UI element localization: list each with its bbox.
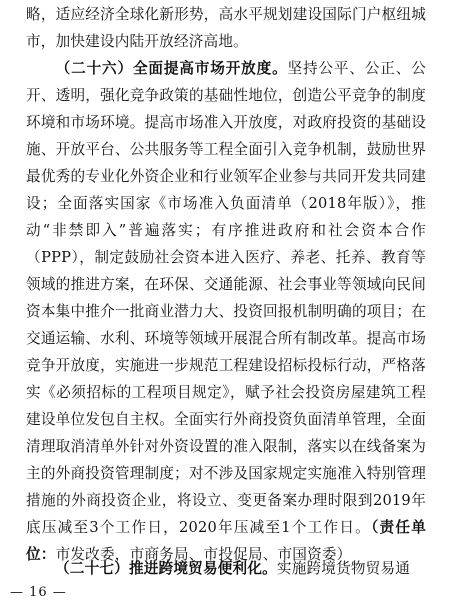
section-27-paragraph (26, 555, 426, 582)
responsibility-units: 市发改委，市商务局、市投促局、市国资委） (55, 546, 352, 563)
section-27-body: 实施跨境货物贸易通 (276, 560, 411, 577)
section-26-body: 坚持公平、公正、公开、透明，强化竞争政策的基础性地位，创造公平竞争的制度环境和市场环境。提高市场准入开放度，对政府投资的基础设施、开放平台、公共服务等工程全面引入竞争机制，鼓励世界最优秀的专业化外资企业和行业领军企业参与共同开发共同建设；全面落实国家《市场准入负面清单（2018年版）》，推动“非禁即入”普遍落实；有序推进政府和社会资本合作（PPP），制定鼓励社会资本进入医疗、养老、托养、教育等领域的推进方案，在环保、交通能源、社会事业等领域向民间资本集中推介一批商业潜力大、投资回报机制明确的项目；在交通运输、水利、环境等领域开展混合所有制改革。提高市场竞争开放度，实施进一步规范工程建设招标投标行动，严格落实《必须招标的工程项目规定》，赋予社会投资房屋建筑工程建设单位发包自主权。全面实行外商投资负面清单管理，全面清理取消清单外针对外资设置的准入限制，落实以在线备案为主的外商投资管理制度；对不涉及国家规定实施准入特别管理措施的外商投资企业，将设立、变更备案办理时限到2019年底压减至3个工作日，2020年压减至1个工作日。 (26, 60, 426, 536)
responsibility-label: （责任单位： (26, 519, 426, 563)
page-number: — 16 — (10, 585, 67, 600)
paragraph-continued-text: 略，适应经济全球化新形势，高水平规划建设国际门户枢纽城市，加快建设内陆开放经济高地。 (26, 6, 426, 50)
section-27-heading: （二十七）推进跨境贸易便利化。 (55, 560, 277, 577)
section-26-paragraph (26, 55, 426, 568)
section-26-heading: （二十六）全面提高市场开放度。 (55, 60, 288, 77)
paragraph-continued (26, 1, 426, 55)
